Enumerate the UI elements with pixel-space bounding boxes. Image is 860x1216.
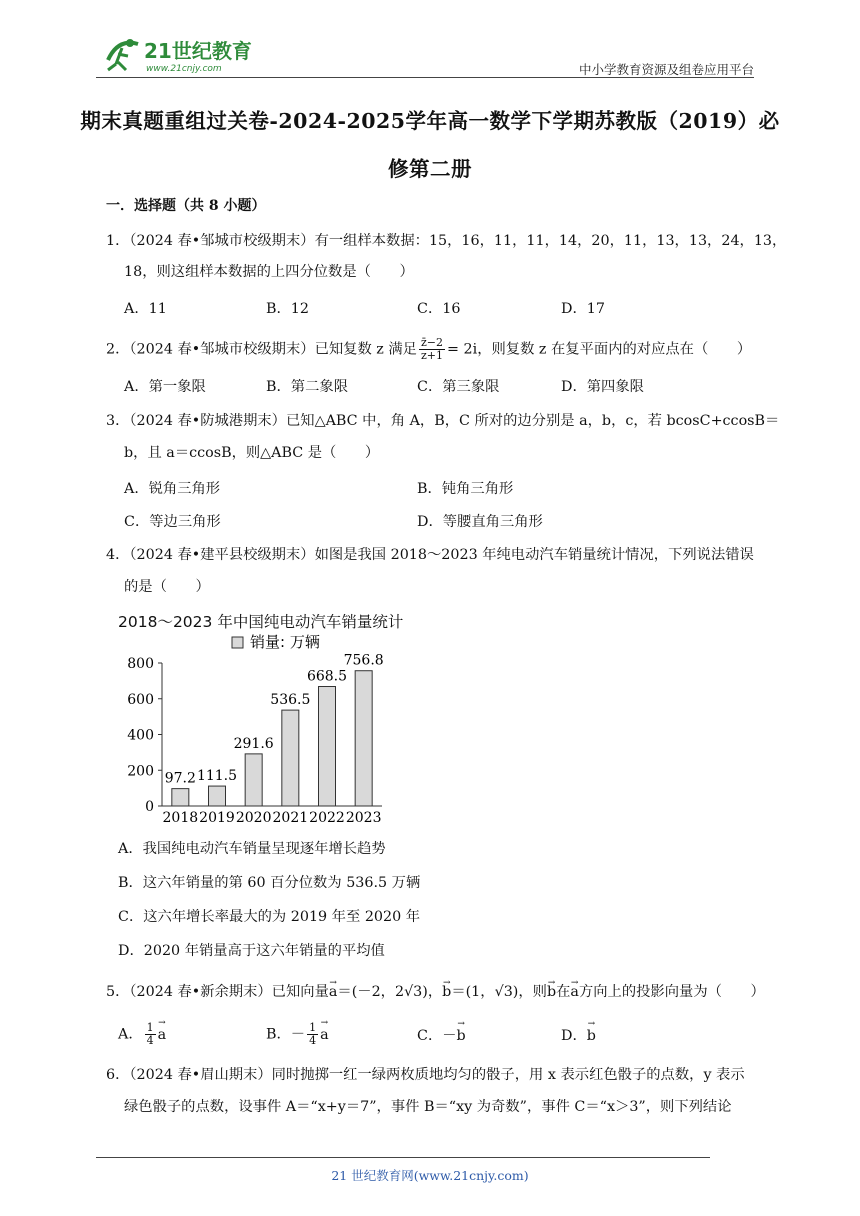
q4-line1: 4．（2024 春•建平县校级期末）如图是我国 2018～2023 年纯电动汽车销量统计情况，下列说法错误 xyxy=(106,547,754,563)
vector-a: → a xyxy=(329,982,338,1002)
header-divider xyxy=(96,77,754,78)
data-label: 111.5 xyxy=(196,768,238,785)
q4-option-b[interactable]: B．这六年销量的第 60 百分位数为 536.5 万辆 xyxy=(118,875,421,891)
y-tick-label: 0 xyxy=(145,799,154,815)
data-label: 756.8 xyxy=(343,652,384,669)
site-logo xyxy=(94,34,264,74)
data-label: 668.5 xyxy=(306,668,348,685)
x-tick-label: 2019 xyxy=(199,810,235,826)
q1-option-d[interactable]: D．17 xyxy=(561,301,605,317)
bar-chart xyxy=(110,630,410,830)
q5-option-c[interactable]: C．－→ b xyxy=(417,1025,466,1045)
data-label: 97.2 xyxy=(164,770,196,787)
q1-line2: 18，则这组样本数据的上四分位数是（ ） xyxy=(124,264,414,280)
svg-text:www.21cnjy.com: www.21cnjy.com xyxy=(146,64,222,74)
x-tick-label: 2021 xyxy=(272,810,309,826)
q2-option-d[interactable]: D．第四象限 xyxy=(561,379,644,395)
q3-option-b[interactable]: B．钝角三角形 xyxy=(417,481,514,497)
q4-option-a[interactable]: A．我国纯电动汽车销量呈现逐年增长趋势 xyxy=(118,841,386,857)
y-tick-label: 200 xyxy=(127,763,154,780)
q4-option-c[interactable]: C．这六年增长率最大的为 2019 年至 2020 年 xyxy=(118,909,421,925)
y-tick-label: 800 xyxy=(127,656,154,672)
q3-line2: b，且 a＝ccosB，则△ABC 是（ ） xyxy=(124,445,380,461)
q2-option-b[interactable]: B．第二象限 xyxy=(266,379,348,395)
legend-swatch xyxy=(232,637,243,648)
x-tick-label: 2018 xyxy=(162,810,199,826)
q5-option-a[interactable]: A． $\frac{1}{4}$ → a xyxy=(118,1022,166,1047)
q1-option-c[interactable]: C．16 xyxy=(417,301,461,317)
q1-option-a[interactable]: A．11 xyxy=(124,301,167,317)
q2-option-c[interactable]: C．第三象限 xyxy=(417,379,500,395)
x-tick-label: 2023 xyxy=(345,810,382,826)
svg-text:21世纪教育: 21世纪教育 xyxy=(144,39,252,63)
platform-name: 中小学教育资源及组卷应用平台 xyxy=(578,62,754,77)
q4-option-d[interactable]: D．2020 年销量高于这六年销量的平均值 xyxy=(118,943,385,959)
q2-option-a[interactable]: A．第一象限 xyxy=(124,379,206,395)
q2-fraction: $\frac{z̄-2}{z+1}$ xyxy=(420,336,443,362)
footer-divider xyxy=(96,1157,710,1158)
chart-title: 2018～2023 年中国纯电动汽车销量统计 xyxy=(118,613,404,631)
bar xyxy=(245,754,262,806)
q1-line1: 1．（2024 春•邹城市校级期末）有一组样本数据：15，16，11，11，14，20，11，13，13，24，13， xyxy=(106,233,787,249)
y-tick-label: 600 xyxy=(127,691,154,708)
bar xyxy=(172,789,189,806)
bar xyxy=(319,687,336,806)
q3-line1: 3．（2024 春•防城港期末）已知△ABC 中，角 A，B，C 所对的边分别是 a，b，c，若 bcosC+ccosB＝ xyxy=(106,413,780,429)
x-tick-label: 2020 xyxy=(235,810,272,826)
q6-line2: 绿色骰子的点数，设事件 A＝“x+y＝7”，事件 B＝“xy 为奇数”，事件 C＝“x＞3”，则下列结论 xyxy=(124,1099,732,1115)
q5-option-d[interactable]: D．→ b xyxy=(561,1025,596,1045)
q4-line2: 的是（ ） xyxy=(124,579,210,595)
bar xyxy=(282,710,299,806)
q3-option-c[interactable]: C．等边三角形 xyxy=(124,514,221,530)
vector-b: → b xyxy=(442,982,451,1002)
footer-text: 21 世纪教育网(www.21cnjy.com) xyxy=(331,1168,529,1183)
q6-line1: 6．（2024 春•眉山期末）同时抛掷一红一绿两枚质地均匀的骰子，用 x 表示红色骰子的点数，y 表示 xyxy=(106,1067,745,1083)
q5-option-b[interactable]: B．－ $\frac{1}{4}$ → a xyxy=(266,1022,329,1047)
q2-stem: 2．（2024 春•邹城市校级期末）已知复数 z 满足 $\frac{z̄-2}{z+1}$ = 2i，则复数 z 在复平面内的对应点在（ ） xyxy=(106,336,752,362)
q5-stem: 5．（2024 春•新余期末）已知向量→ a＝(－2，2√3)，→ b＝(1，√3)，则→ b在→ a方向上的投影向量为（ ） xyxy=(106,982,765,1002)
q3-option-a[interactable]: A．锐角三角形 xyxy=(124,481,221,497)
data-label: 291.6 xyxy=(233,735,274,752)
q3-option-d[interactable]: D．等腰直角三角形 xyxy=(417,514,543,530)
q1-option-b[interactable]: B．12 xyxy=(266,301,309,317)
section-heading: 一．选择题（共 8 小题） xyxy=(106,198,266,214)
x-tick-label: 2022 xyxy=(309,810,345,826)
page-title-line1: 期末真题重组过关卷-2024-2025学年高一数学下学期苏教版（2019）必 xyxy=(80,109,780,133)
y-tick-label: 400 xyxy=(127,727,154,744)
page-title-line2: 修第二册 xyxy=(388,157,472,181)
bar xyxy=(355,671,372,806)
bar xyxy=(209,786,226,806)
data-label: 536.5 xyxy=(270,692,311,709)
legend-label: 销量: 万辆 xyxy=(250,633,320,651)
